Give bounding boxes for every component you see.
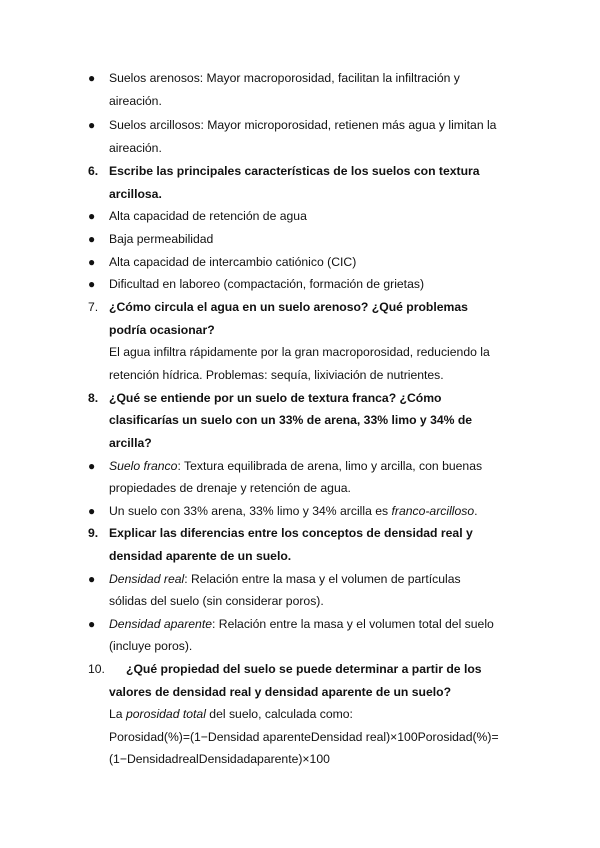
answer-10-post: del suelo, calculada como: bbox=[205, 707, 353, 721]
question-7-line-2: podría ocasionar? bbox=[109, 323, 215, 337]
question-7-line-1: ¿Cómo circula el agua en un suelo arenoso? ¿Qué problemas bbox=[109, 300, 468, 314]
term-suelo-franco: Suelo franco bbox=[109, 459, 178, 473]
term-densidad-aparente: Densidad aparente bbox=[109, 617, 212, 631]
question-6-line-1: Escribe las principales características de los suelos con textura bbox=[109, 164, 480, 178]
question-8-line-3: arcilla? bbox=[109, 436, 152, 450]
bullet-text-sandy: Suelos arenosos: Mayor macroporosidad, facilitan la infiltración y bbox=[109, 71, 460, 85]
q8-item-2 bbox=[109, 503, 478, 519]
question-6-line-2: arcillosa. bbox=[109, 187, 162, 201]
q8-item-2-post: . bbox=[474, 504, 478, 518]
question-number-9: 9. bbox=[88, 526, 99, 540]
question-9-line-1: Explicar las diferencias entre los conceptos de densidad real y bbox=[109, 526, 473, 540]
term-franco-arcilloso: franco-arcilloso bbox=[391, 504, 475, 518]
bullet-icon: ● bbox=[88, 209, 96, 223]
question-8-line-2: clasificarías un suelo con un 33% de arena, 33% limo y 34% de bbox=[109, 413, 473, 427]
q9-item-2-rest: : Relación entre la masa y el volumen total del suelo bbox=[212, 617, 494, 631]
bullet-icon: ● bbox=[88, 118, 96, 132]
q8-item-2-pre: Un suelo con 33% arena, 33% limo y 34% arcilla es bbox=[109, 504, 392, 518]
answer-7-line-2: retención hídrica. Problemas: sequía, lixiviación de nutrientes. bbox=[109, 368, 444, 382]
bullet-icon: ● bbox=[88, 504, 96, 518]
question-10-line-1: ¿Qué propiedad del suelo se puede determinar a partir de los bbox=[126, 662, 482, 676]
q6-item: Alta capacidad de intercambio catiónico (CIC) bbox=[109, 255, 357, 269]
answer-7-line-1: El agua infiltra rápidamente por la gran macroporosidad, reduciendo la bbox=[109, 345, 490, 359]
question-9-line-2: densidad aparente de un suelo. bbox=[109, 549, 292, 563]
formula-line-2: (1−DensidadrealDensidadaparente)×100 bbox=[109, 752, 330, 766]
question-number-10: 10. bbox=[88, 662, 105, 676]
formula-line-1: Porosidad(%)=(1−Densidad aparenteDensidad real)×100Porosidad(%)= bbox=[109, 730, 499, 744]
bullet-icon: ● bbox=[88, 617, 96, 631]
bullet-icon: ● bbox=[88, 572, 96, 586]
bullet-text-clay-cont: aireación. bbox=[109, 141, 162, 155]
bullet-icon: ● bbox=[88, 232, 96, 246]
bullet-icon: ● bbox=[88, 277, 96, 291]
q9-item-1-cont: sólidas del suelo (sin considerar poros). bbox=[109, 594, 324, 608]
q8-item-1-rest: : Textura equilibrada de arena, limo y arcilla, con buenas bbox=[177, 459, 483, 473]
question-number-7: 7. bbox=[88, 300, 99, 314]
term-porosidad-total: porosidad total bbox=[125, 707, 206, 721]
question-10-line-2: valores de densidad real y densidad aparente de un suelo? bbox=[109, 685, 452, 699]
q9-item-2 bbox=[109, 616, 494, 632]
q9-item-1-rest: : Relación entre la masa y el volumen de partículas bbox=[184, 572, 461, 586]
bullet-text-clay: Suelos arcillosos: Mayor microporosidad, retienen más agua y limitan la bbox=[109, 118, 497, 132]
q6-item: Baja permeabilidad bbox=[109, 232, 214, 246]
question-number-8: 8. bbox=[88, 391, 99, 405]
bullet-icon: ● bbox=[88, 255, 96, 269]
q8-item-1-cont: propiedades de drenaje y retención de agua. bbox=[109, 481, 351, 495]
q9-item-1 bbox=[109, 571, 461, 587]
question-number-6: 6. bbox=[88, 164, 99, 178]
q6-item: Alta capacidad de retención de agua bbox=[109, 209, 307, 223]
q8-item-1 bbox=[109, 458, 482, 474]
question-8-line-1: ¿Qué se entiende por un suelo de textura franca? ¿Cómo bbox=[109, 391, 442, 405]
answer-10-line-1 bbox=[109, 706, 353, 722]
bullet-icon: ● bbox=[88, 71, 96, 85]
bullet-icon: ● bbox=[88, 459, 96, 473]
q9-item-2-cont: (incluye poros). bbox=[109, 639, 193, 653]
term-densidad-real: Densidad real bbox=[109, 572, 185, 586]
answer-10-pre: La bbox=[109, 707, 126, 721]
q6-item: Dificultad en laboreo (compactación, formación de grietas) bbox=[109, 277, 425, 291]
bullet-text-sandy-cont: aireación. bbox=[109, 94, 162, 108]
